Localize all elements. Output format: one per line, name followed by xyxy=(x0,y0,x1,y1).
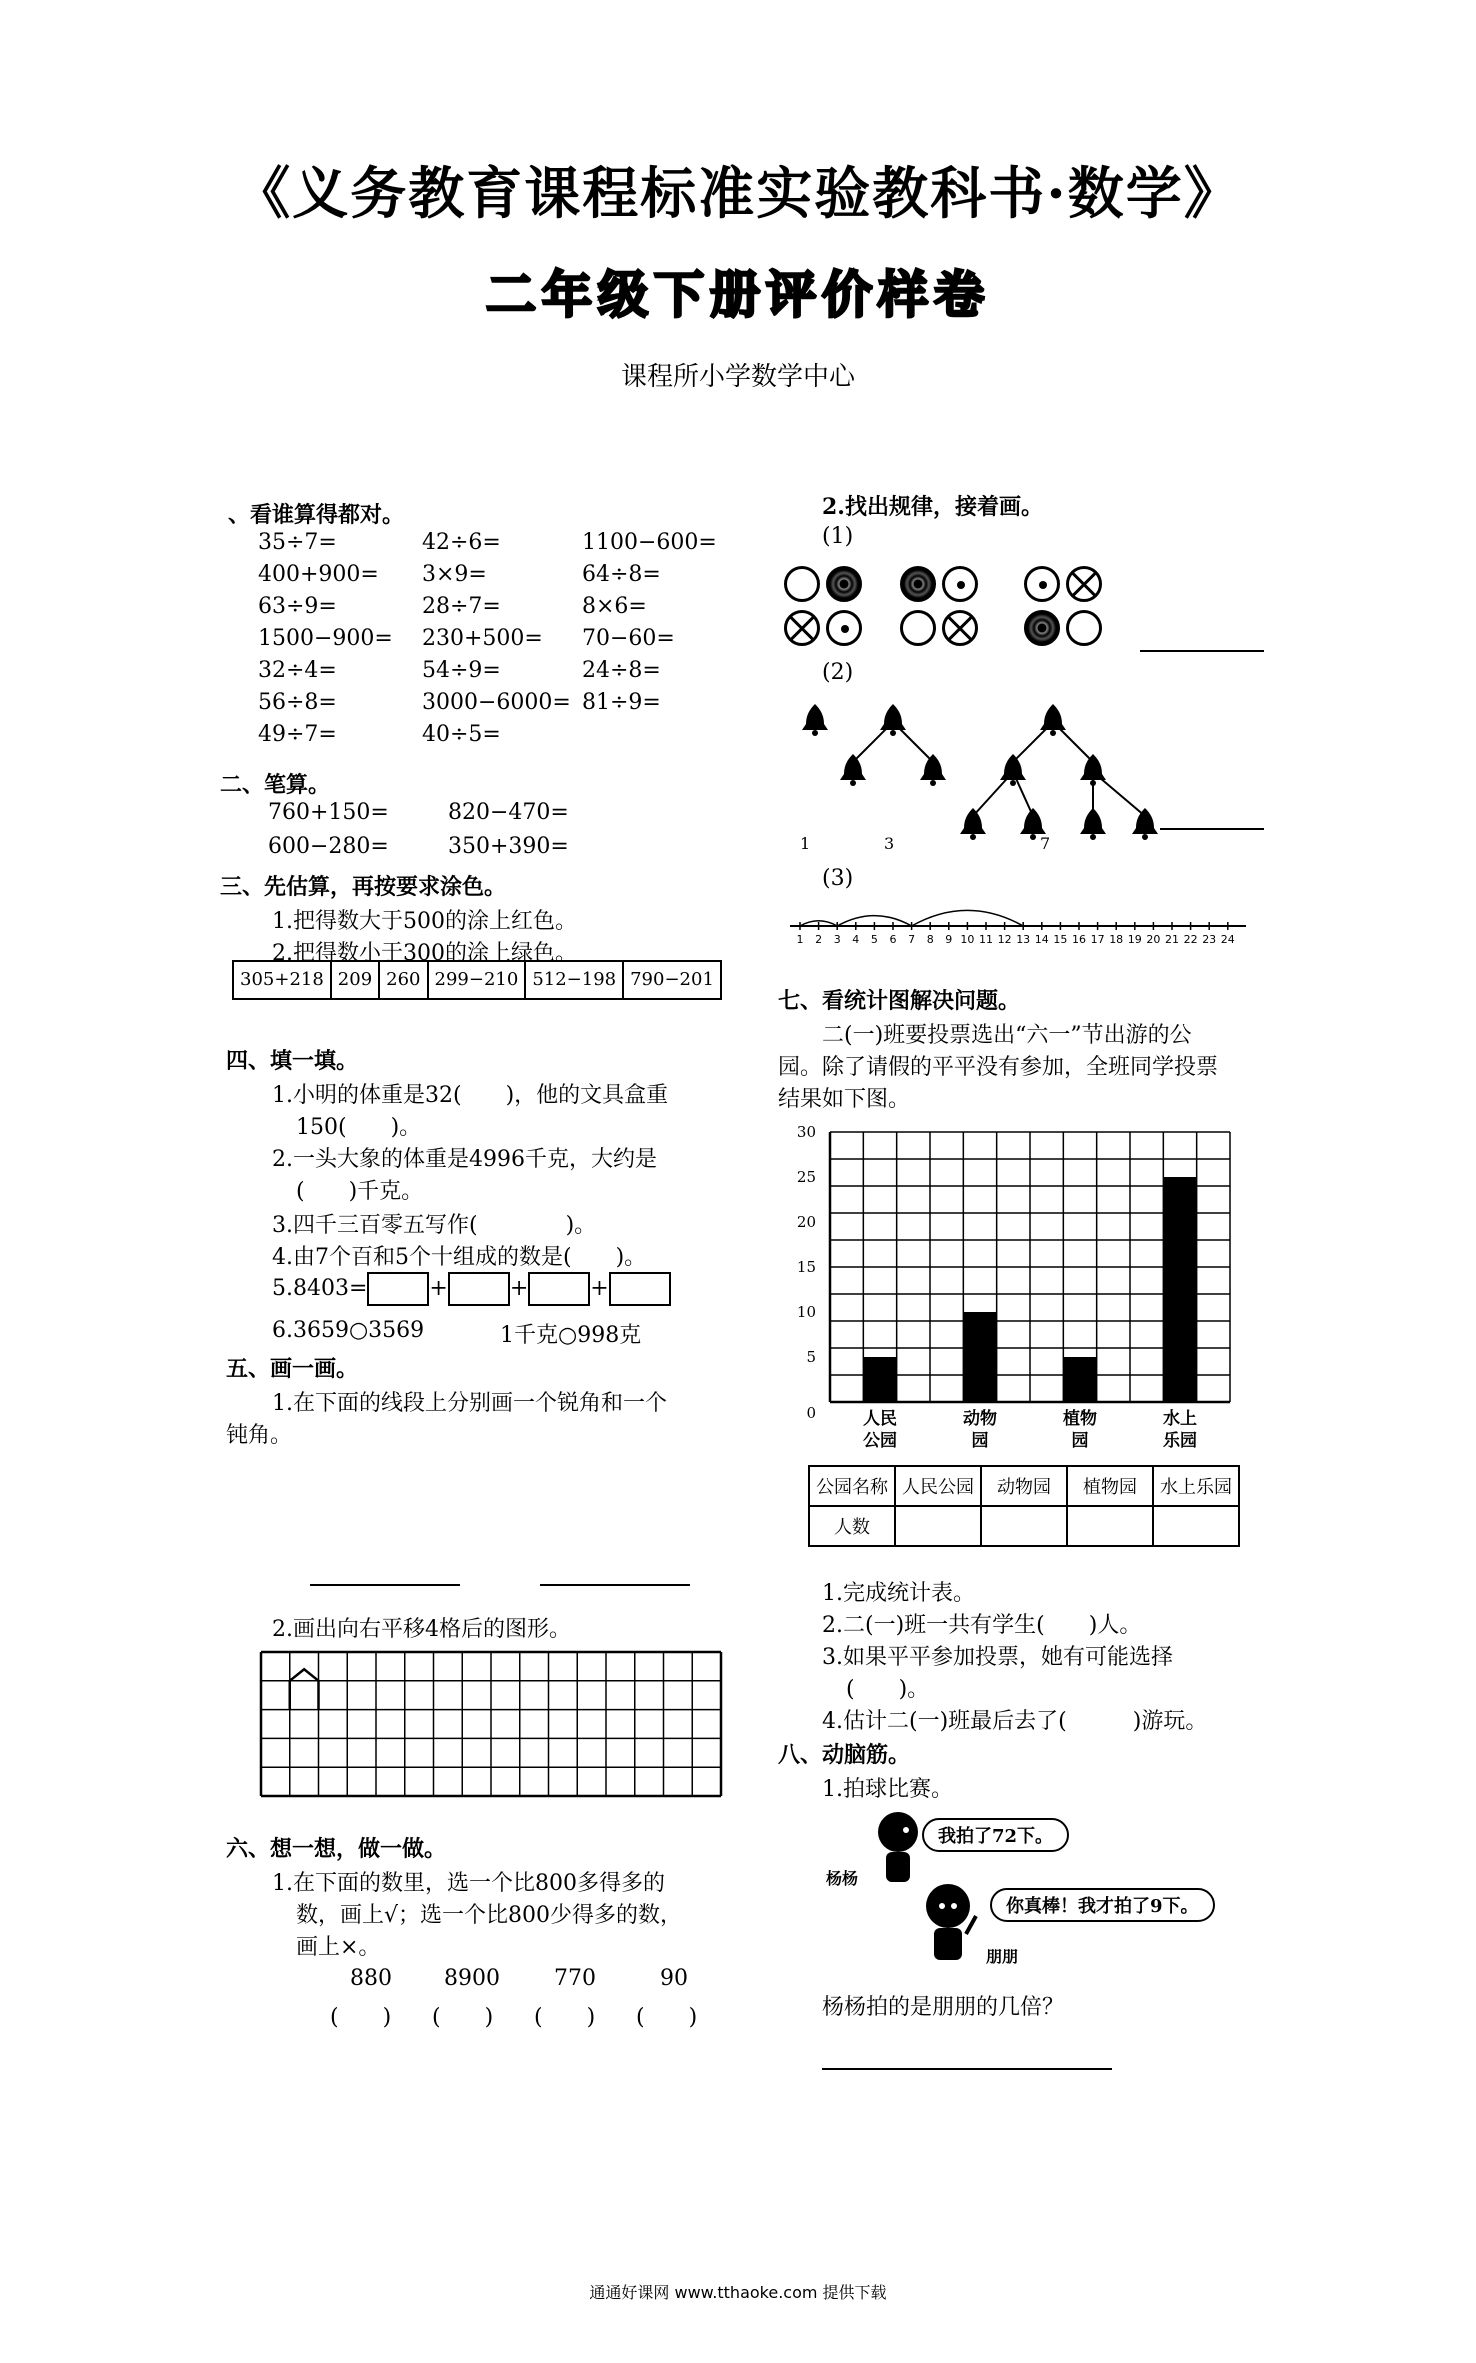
y-tick-label: 0 xyxy=(806,1404,816,1422)
s4-item: 4.由7个百和5个十组成的数是( )。 xyxy=(272,1245,647,1270)
s4-item: 2.一头大象的体重是4996千克，大约是 xyxy=(272,1147,657,1172)
s4-title: 四、填一填。 xyxy=(226,1048,359,1074)
s6-number: 8900 xyxy=(444,1966,500,1991)
child-yangyang-icon xyxy=(868,1808,928,1888)
tick-label: 7 xyxy=(908,933,916,946)
table-row xyxy=(809,1466,1239,1506)
bar xyxy=(863,1357,896,1402)
s6-title: 六、想一想，做一做。 xyxy=(226,1836,447,1862)
s4-q6b: 1千克○998克 xyxy=(500,1323,642,1348)
s1-problem: 63÷9= xyxy=(258,594,337,619)
s6-paren[interactable]: ( ) xyxy=(534,2005,596,2030)
answer-box[interactable] xyxy=(609,1272,671,1306)
s1-problem: 28÷7= xyxy=(422,594,501,619)
table-header: 人民公园 xyxy=(895,1466,981,1506)
tick-label: 18 xyxy=(1109,933,1124,946)
s7-question: 1.完成统计表。 xyxy=(822,1581,975,1606)
tick-label: 8 xyxy=(926,933,934,946)
name-yangyang: 杨杨 xyxy=(826,1869,859,1888)
tick-label: 22 xyxy=(1183,933,1198,946)
y-tick-label: 15 xyxy=(796,1258,816,1276)
s4-item: 3.四千三百零五写作( )。 xyxy=(272,1213,597,1238)
tick-label: 5 xyxy=(870,933,878,946)
tick-label: 15 xyxy=(1053,933,1068,946)
s1-problem: 32÷4= xyxy=(258,658,337,683)
tick-label: 16 xyxy=(1072,933,1086,946)
bell-icon xyxy=(800,702,830,736)
s5-title: 五、画一画。 xyxy=(226,1356,359,1382)
s3-cell[interactable]: 299−210 xyxy=(429,962,527,998)
s6-item: 1.在下面的数里，选一个比800多得多的 xyxy=(272,1871,665,1896)
tick-label: 13 xyxy=(1016,933,1031,946)
tick-label: 12 xyxy=(997,933,1012,946)
s1-problem: 70−60= xyxy=(582,626,675,651)
s4-q5-prefix: 5.8403= xyxy=(272,1276,368,1301)
tick-label: 17 xyxy=(1090,933,1105,946)
s3-item: 2.把得数小于300的涂上绿色。 xyxy=(272,941,577,966)
q2-part1: (1) xyxy=(822,524,854,549)
s7-intro: 结果如下图。 xyxy=(778,1087,911,1112)
s4-q6a: 6.3659○3569 xyxy=(272,1318,425,1343)
table-cell[interactable] xyxy=(981,1506,1067,1546)
tick-label: 11 xyxy=(979,933,993,946)
x-category-label: 植物 xyxy=(1063,1409,1097,1429)
plus-sign: + xyxy=(590,1276,609,1301)
segment-line[interactable] xyxy=(540,1584,690,1586)
page-subtitle: 二年级下册评价样卷 xyxy=(486,266,990,324)
s1-problem: 42÷6= xyxy=(422,530,501,555)
x-category-label: 公园 xyxy=(863,1431,897,1451)
bar xyxy=(1163,1177,1196,1402)
plus-sign: + xyxy=(509,1276,529,1301)
s2-problem: 820−470= xyxy=(448,800,569,825)
s1-problem: 35÷7= xyxy=(258,530,337,555)
bell-icon xyxy=(1038,702,1068,736)
x-category-label: 动物 xyxy=(963,1409,997,1429)
bell-connectors xyxy=(0,0,1476,900)
s6-number: 880 xyxy=(350,1966,392,1991)
q2-title: 2.找出规律，接着画。 xyxy=(822,494,1043,520)
bell-icon xyxy=(918,752,948,786)
tick-label: 10 xyxy=(960,933,975,946)
s1-problem: 64÷8= xyxy=(582,562,661,587)
s7-question: 4.估计二(一)班最后去了( )游玩。 xyxy=(822,1709,1208,1734)
s7-question: 2.二(一)班一共有学生( )人。 xyxy=(822,1613,1142,1638)
bar-chart xyxy=(790,1120,1240,1456)
s3-cell[interactable]: 512−198 xyxy=(526,962,624,998)
q2-part3: (3) xyxy=(822,866,854,891)
y-tick-label: 25 xyxy=(796,1168,816,1186)
s3-cell[interactable]: 209 xyxy=(332,962,380,998)
s6-number: 90 xyxy=(660,1966,688,1991)
bell-icon xyxy=(1078,752,1108,786)
answer-box[interactable] xyxy=(448,1272,510,1306)
bell-count: 7 xyxy=(1040,834,1051,853)
y-tick-label: 5 xyxy=(806,1348,816,1366)
x-category-label: 乐园 xyxy=(1163,1431,1197,1451)
s7-question: 3.如果平平参加投票，她有可能选择 xyxy=(822,1645,1173,1670)
s1-problem: 24÷8= xyxy=(582,658,661,683)
s1-problem: 54÷9= xyxy=(422,658,501,683)
tick-label: 9 xyxy=(945,933,953,946)
s3-title: 三、先估算，再按要求涂色。 xyxy=(220,874,507,900)
table-header: 动物园 xyxy=(981,1466,1067,1506)
s8-item: 1.拍球比赛。 xyxy=(822,1777,953,1802)
table-row xyxy=(809,1506,1239,1546)
s2-title: 二、笔算。 xyxy=(220,772,331,798)
x-category-label: 水上 xyxy=(1163,1409,1197,1429)
s6-item: 画上×。 xyxy=(296,1935,381,1960)
s1-problem: 3000−6000= xyxy=(422,690,571,715)
s2-problem: 600−280= xyxy=(268,834,389,859)
x-category-label: 人民 xyxy=(863,1409,897,1429)
table-cell[interactable] xyxy=(1067,1506,1153,1546)
translation-grid[interactable] xyxy=(258,1650,724,1798)
s1-problem: 1100−600= xyxy=(582,530,717,555)
s4-q5 xyxy=(272,1272,671,1306)
organization: 课程所小学数学中心 xyxy=(620,362,855,392)
tick-label: 19 xyxy=(1127,933,1142,946)
child-pengpeng-icon xyxy=(916,1880,986,1964)
bell-count: 1 xyxy=(800,834,811,853)
s4-item: 1.小明的体重是32( )，他的文具盒重 xyxy=(272,1083,669,1108)
bell-icon xyxy=(878,702,908,736)
s8-question: 杨杨拍的是朋朋的几倍？ xyxy=(822,1995,1065,2020)
page-title: 《义务教育课程标准实验教科书·数学》 xyxy=(234,161,1242,227)
name-pengpeng: 朋朋 xyxy=(986,1947,1019,1966)
tick-label: 1 xyxy=(796,933,804,946)
tick-label: 23 xyxy=(1202,933,1217,946)
bar xyxy=(963,1312,996,1402)
bell-icon xyxy=(1078,806,1108,840)
s7-title: 七、看统计图解决问题。 xyxy=(778,988,1021,1014)
s1-problem: 230+500= xyxy=(422,626,543,651)
tick-label: 24 xyxy=(1220,933,1235,946)
s6-number: 770 xyxy=(554,1966,596,1991)
s3-cell[interactable]: 305+218 xyxy=(234,962,332,998)
bell-icon xyxy=(838,752,868,786)
s2-problem: 350+390= xyxy=(448,834,569,859)
s4-item: 150( )。 xyxy=(296,1115,422,1140)
s1-problem: 400+900= xyxy=(258,562,379,587)
s5-item: 1.在下面的线段上分别画一个锐角和一个 xyxy=(272,1391,667,1416)
speech-bubble-2: 你真棒！我才拍了9下。 xyxy=(990,1888,1215,1922)
s1-problem: 8×6= xyxy=(582,594,647,619)
tick-label: 6 xyxy=(889,933,897,946)
y-tick-label: 10 xyxy=(796,1303,816,1321)
s1-title: 、看谁算得都对。 xyxy=(228,502,405,528)
s3-cell[interactable]: 260 xyxy=(380,962,428,998)
s7-question: ( )。 xyxy=(846,1677,930,1702)
speech-bubble-1: 我拍了72下。 xyxy=(922,1818,1069,1852)
y-tick-label: 30 xyxy=(796,1123,816,1141)
table-header: 植物园 xyxy=(1067,1466,1153,1506)
table-cell[interactable] xyxy=(1153,1506,1239,1546)
s6-paren[interactable]: ( ) xyxy=(636,2005,698,2030)
s8-title: 八、动脑筋。 xyxy=(778,1742,911,1768)
s1-problem: 40÷5= xyxy=(422,722,501,747)
bar xyxy=(1063,1357,1096,1402)
segment-line[interactable] xyxy=(310,1584,460,1586)
tick-label: 2 xyxy=(815,933,823,946)
answer-line[interactable] xyxy=(1160,828,1264,830)
s7-intro: 园。除了请假的平平没有参加，全班同学投票 xyxy=(778,1055,1219,1080)
s6-paren[interactable]: ( ) xyxy=(432,2005,494,2030)
s3-cells xyxy=(232,960,722,1000)
answer-box[interactable] xyxy=(367,1272,429,1306)
s1-problem: 56÷8= xyxy=(258,690,337,715)
s1-problem: 1500−900= xyxy=(258,626,393,651)
answer-box[interactable] xyxy=(528,1272,590,1306)
tick-label: 20 xyxy=(1146,933,1161,946)
s6-item: 数，画上√；选一个比800少得多的数， xyxy=(296,1903,683,1928)
bell-count: 3 xyxy=(884,834,895,853)
s3-cell[interactable]: 790−201 xyxy=(630,969,714,990)
number-line xyxy=(786,890,1256,946)
tick-label: 4 xyxy=(852,933,860,946)
tick-label: 14 xyxy=(1034,933,1049,946)
s5-item: 2.画出向右平移4格后的图形。 xyxy=(272,1617,571,1642)
plus-sign: + xyxy=(429,1276,448,1301)
table-row-label: 人数 xyxy=(809,1506,895,1546)
bell-icon xyxy=(958,806,988,840)
table-cell[interactable] xyxy=(895,1506,981,1546)
s2-problem: 760+150= xyxy=(268,800,389,825)
table-header: 公园名称 xyxy=(809,1466,895,1506)
x-category-label: 园 xyxy=(1071,1431,1089,1451)
s1-problem: 3×9= xyxy=(422,562,487,587)
y-tick-label: 20 xyxy=(796,1213,816,1231)
s7-intro: 二(一)班要投票选出“六一”节出游的公 xyxy=(822,1023,1192,1048)
s5-item: 钝角。 xyxy=(226,1423,293,1448)
s4-item: ( )千克。 xyxy=(296,1179,424,1204)
x-category-label: 园 xyxy=(971,1431,989,1451)
q2-part2: (2) xyxy=(822,660,854,685)
table-header: 水上乐园 xyxy=(1153,1466,1239,1506)
answer-line[interactable] xyxy=(822,2068,1112,2070)
bell-icon xyxy=(998,752,1028,786)
house-shape xyxy=(290,1669,319,1709)
tick-label: 3 xyxy=(833,933,841,946)
s3-item: 1.把得数大于500的涂上红色。 xyxy=(272,909,577,934)
s1-problem: 49÷7= xyxy=(258,722,337,747)
s1-problem: 81÷9= xyxy=(582,690,661,715)
footer: 通通好课网 www.tthaoke.com 提供下载 xyxy=(589,2283,887,2302)
bell-icon xyxy=(1130,806,1160,840)
tick-label: 21 xyxy=(1165,933,1179,946)
stat-table xyxy=(808,1465,1240,1547)
s6-paren[interactable]: ( ) xyxy=(330,2005,392,2030)
